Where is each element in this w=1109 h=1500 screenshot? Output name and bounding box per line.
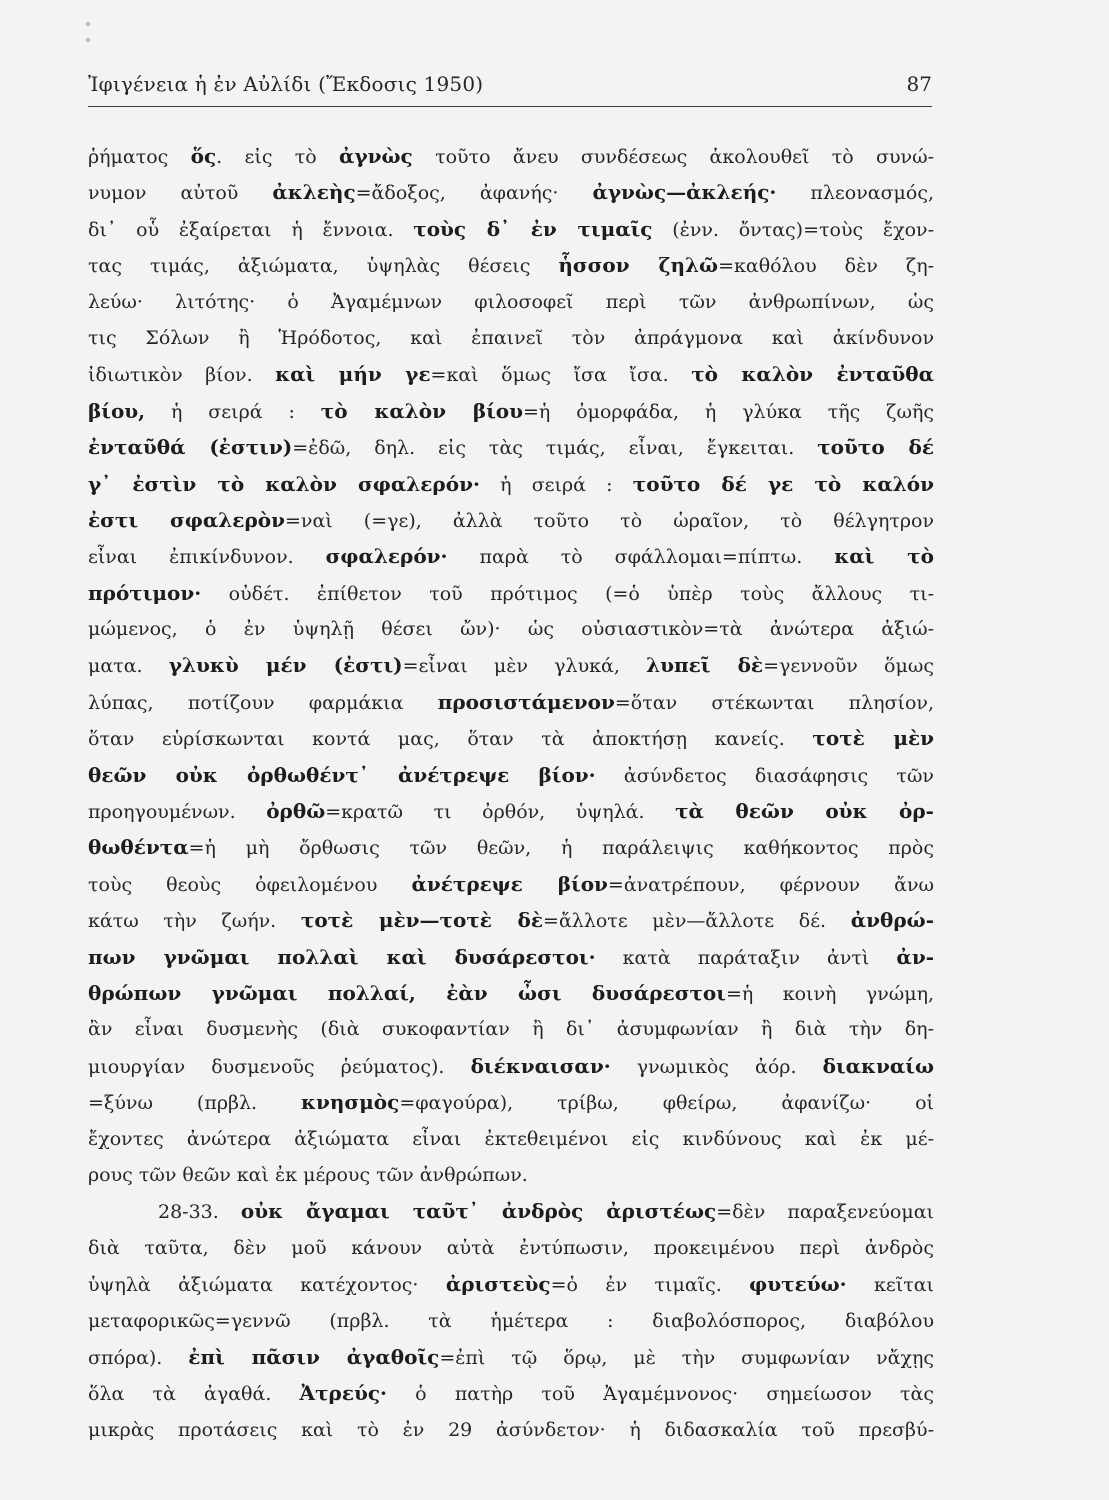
gloss-text: ρους τῶν θεῶν καὶ ἐκ μέρους τῶν ἀνθρώπων. xyxy=(88,1163,528,1186)
gloss-text: εἶναι ἐπικίνδυνον. xyxy=(88,546,326,569)
lemma-term: τὰ θεῶν οὐκ ὀρ- xyxy=(675,799,934,824)
lemma-term: οὐκ ἄγαμαι ταῦτ᾽ ἀνδρὸς ἀριστέως xyxy=(240,1199,717,1224)
gloss-text: ἂν εἶναι δυσμενὴς (διὰ συκοφαντίαν ἢ δι᾽ ἀσυμφωνίαν ἢ διὰ τὴν δη- xyxy=(88,1018,934,1041)
text-line xyxy=(88,1048,934,1084)
gloss-text: =δὲν παραξενεύομαι xyxy=(716,1201,934,1224)
lemma-term: ἀνέτρεψε βίον xyxy=(411,871,608,896)
gloss-text: =κρατῶ τι ὀρθόν, ὑψηλά. xyxy=(325,801,676,824)
text-line xyxy=(88,429,934,465)
lemma-term: διέκναισαν· xyxy=(470,1053,611,1078)
text-line xyxy=(88,684,934,720)
gloss-text: =ἄλλοτε μὲν—ἄλλοτε δέ. xyxy=(543,910,851,933)
gloss-text: μιουργίαν δυσμενοῦς ῥεύματος). xyxy=(88,1055,471,1078)
lemma-term: ἐνταῦθά (ἐστιν) xyxy=(88,435,293,460)
text-line xyxy=(88,720,934,756)
text-line xyxy=(88,356,934,392)
text-line xyxy=(88,1303,934,1339)
gloss-text: =ὅταν στέκωνται πλησίον, xyxy=(614,691,934,714)
lemma-term: ἀκλεὴς xyxy=(272,180,356,205)
gloss-text: ὑψηλὰ ἀξιώματα κατέχοντος· xyxy=(88,1274,446,1297)
page-number: 87 xyxy=(906,72,932,96)
scan-speck xyxy=(86,22,90,26)
lemma-term: κνησμὸς xyxy=(301,1090,400,1115)
text-line xyxy=(88,393,934,429)
gloss-text: ὅλα τὰ ἀγαθά. xyxy=(88,1383,300,1406)
lemma-term: τὸ καλὸν βίου xyxy=(320,398,523,423)
gloss-text: δι᾽ οὗ ἐξαίρεται ἡ ἔννοια. xyxy=(88,218,414,241)
gloss-text: ἰδιωτικὸν βίον. xyxy=(88,364,276,387)
text-line xyxy=(88,466,934,502)
text-line xyxy=(88,575,934,611)
text-line xyxy=(88,211,934,247)
gloss-text: =ἡ ὀμορφάδα, ἡ γλύκα τῆς ζωῆς xyxy=(523,400,934,423)
gloss-text: 28-33. xyxy=(158,1201,241,1224)
gloss-text: =καὶ ὅμως ἴσα ἴσα. xyxy=(430,364,692,387)
gloss-text: ἔχοντες ἀνώτερα ἀξιώματα εἶναι ἐκτεθειμένοι εἰς κινδύνους καὶ ἐκ μέ- xyxy=(88,1127,934,1150)
gloss-text: λεύω· λιτότης· ὁ Ἀγαμέμνων φιλοσοφεῖ περὶ τῶν ἀνθρωπίνων, ὡς xyxy=(88,290,934,313)
text-line xyxy=(88,138,934,174)
lemma-term: πρότιμον· xyxy=(88,580,202,605)
gloss-text: =ἡ μὴ ὄρθωσις τῶν θεῶν, ἡ παράλειψις καθήκοντος πρὸς xyxy=(188,837,934,860)
lemma-term: πων γνῶμαι πολλαὶ καὶ δυσάρεστοι· xyxy=(88,944,596,969)
text-line xyxy=(88,502,934,538)
lemma-term: τοῦτο δέ xyxy=(817,435,934,460)
lemma-term: ἐπὶ πᾶσιν ἀγαθοῖς xyxy=(188,1344,440,1369)
gloss-text: =ἡ κοινὴ γνώμη, xyxy=(725,982,934,1005)
gloss-text: λύπας, ποτίζουν φαρμάκια xyxy=(88,691,438,714)
gloss-text: =ναὶ (=γε), ἀλλὰ τοῦτο τὸ ὡραῖον, τὸ θέλγητρον xyxy=(284,509,934,532)
lemma-term: τοὺς δ᾽ ἐν τιμαῖς xyxy=(413,216,653,241)
lemma-term: ὀρθῶ xyxy=(266,799,326,824)
lemma-term: ἐστι σφαλερὸν xyxy=(88,507,285,532)
header-title: Ἰφιγένεια ἡ ἐν Αὐλίδι (Ἔκδοσις 1950) xyxy=(88,72,484,96)
gloss-text: =καθόλου δὲν ζη- xyxy=(718,255,934,278)
lemma-term: ἀν- xyxy=(896,944,934,969)
gloss-text: προηγουμένων. xyxy=(88,801,267,824)
lemma-term: τοῦτο δέ γε τὸ καλόν xyxy=(632,471,934,496)
text-line xyxy=(88,1339,934,1375)
lemma-term: τοτὲ μὲν xyxy=(812,726,934,751)
gloss-text: ἡ σειρά : xyxy=(145,400,321,423)
gloss-text: μώμενος, ὁ ἐν ὑψηλῇ θέσει ὤν)· ὡς οὐσιαστικὸν=τὰ ἀνώτερα ἀξιώ- xyxy=(88,618,934,641)
lemma-term: γ᾽ ἐστὶν τὸ καλὸν σφαλερόν· xyxy=(88,471,480,496)
lemma-term: ἀγνὼς xyxy=(339,144,413,168)
lemma-term: θρώπων γνῶμαι πολλαί, ἐὰν ὦσι δυσάρεστοι xyxy=(88,980,726,1005)
text-line xyxy=(88,1084,934,1120)
text-line xyxy=(88,247,934,283)
gloss-text: (ἐνν. ὄντας)=τοὺς ἔχον- xyxy=(652,218,934,241)
text-line xyxy=(88,174,934,210)
lemma-term: ἀνθρώ- xyxy=(850,908,934,933)
commentary-body xyxy=(88,138,934,1448)
text-line xyxy=(88,284,934,320)
lemma-term: προσιστάμενον xyxy=(437,689,615,714)
text-line xyxy=(88,866,934,902)
gloss-text: σπόρα). xyxy=(88,1346,189,1369)
lemma-term: σφαλερόν· xyxy=(325,544,448,569)
gloss-text: =ἀνατρέπουν, φέρνουν ἄνω xyxy=(607,873,934,896)
gloss-text: ὅταν εὑρίσκωνται κοντά μας, ὅταν τὰ ἀποκτήσῃ κανείς. xyxy=(88,728,813,751)
text-line xyxy=(88,538,934,574)
lemma-term: ἀγνὼς—ἀκλεής· xyxy=(592,180,777,205)
text-line xyxy=(88,1375,934,1411)
text-line xyxy=(88,902,934,938)
gloss-text: μεταφορικῶς=γεννῶ (πρβλ. τὰ ἡμέτερα : διαβολόσπορος, διαβόλου xyxy=(88,1309,934,1332)
gloss-text: τοῦτο ἄνευ συνδέσεως ἀκολουθεῖ τὸ συνώ- xyxy=(412,146,934,168)
gloss-text: διὰ ταῦτα, δὲν μοῦ κάνουν αὐτὰ ἐντύπωσιν, προκειμένου περὶ ἀνδρὸς xyxy=(88,1236,934,1259)
text-line xyxy=(88,1011,934,1047)
gloss-text: νυμον αὐτοῦ xyxy=(88,182,273,205)
gloss-text: =εἶναι μὲν γλυκά, xyxy=(402,655,647,678)
gloss-text: πλεονασμός, xyxy=(776,182,934,205)
gloss-text: =ἄδοξος, ἀφανής· xyxy=(355,182,593,205)
text-line xyxy=(88,757,934,793)
text-line xyxy=(88,1157,934,1193)
text-line xyxy=(88,1230,934,1266)
gloss-text: τας τιμάς, ἀξιώματα, ὑψηλὰς θέσεις xyxy=(88,255,559,278)
text-line xyxy=(88,647,934,683)
lemma-term: θωθέντα xyxy=(88,835,189,860)
text-line xyxy=(88,1121,934,1157)
lemma-term: γλυκὺ μέν (ἐστι) xyxy=(168,653,403,678)
lemma-term: ἀριστεὺς xyxy=(445,1272,551,1297)
lemma-term: διακναίω xyxy=(822,1053,934,1078)
lemma-term: καὶ μήν γε xyxy=(275,362,431,387)
gloss-text: =ξύνω (πρβλ. xyxy=(88,1092,301,1115)
text-line xyxy=(88,939,934,975)
text-line xyxy=(88,793,934,829)
gloss-text: τοὺς θεοὺς ὀφειλομένου xyxy=(88,873,412,896)
gloss-text: κεῖται xyxy=(846,1274,934,1297)
lemma-term: Ἀτρεύς· xyxy=(299,1381,387,1406)
text-line xyxy=(88,611,934,647)
gloss-text: =φαγούρα), τρίβω, φθείρω, ἀφανίζω· οἱ xyxy=(399,1092,934,1115)
text-line xyxy=(88,975,934,1011)
lemma-term: βίου, xyxy=(88,398,146,423)
lemma-term: τὸ καλὸν ἐνταῦθα xyxy=(691,362,934,387)
gloss-text: ἀσύνδετος διασάφησις τῶν xyxy=(595,764,934,787)
gloss-text: παρὰ τὸ σφάλλομαι=πίπτω. xyxy=(447,546,835,569)
gloss-text: =ἐπὶ τῷ ὅρῳ, μὲ τὴν συμφωνίαν νἄχῃς xyxy=(439,1346,934,1369)
header-rule xyxy=(88,106,932,107)
text-line xyxy=(88,829,934,865)
gloss-text: κάτω τὴν ζωήν. xyxy=(88,910,301,933)
scan-speck xyxy=(86,38,90,42)
gloss-text: οὐδέτ. ἐπίθετον τοῦ πρότιμος (=ὁ ὑπὲρ τοὺς ἄλλους τι- xyxy=(201,582,934,605)
text-line xyxy=(88,1266,934,1302)
gloss-text: ῥήματος xyxy=(88,146,191,168)
lemma-term: καὶ τὸ xyxy=(834,544,934,569)
lemma-term: φυτεύω· xyxy=(749,1272,847,1297)
lemma-term: λυπεῖ δὲ xyxy=(646,653,764,678)
gloss-text: γνωμικὸς ἀόρ. xyxy=(610,1055,823,1078)
gloss-text: . εἰς τὸ xyxy=(216,146,340,168)
gloss-text: μικρὰς προτάσεις καὶ τὸ ἐν 29 ἀσύνδετον· ἡ διδασκαλία τοῦ πρεσβύ- xyxy=(88,1418,934,1441)
gloss-text: ὁ πατὴρ τοῦ Ἀγαμέμνονος· σημείωσον τὰς xyxy=(387,1383,934,1406)
lemma-term: τοτὲ μὲν—τοτὲ δὲ xyxy=(300,908,544,933)
gloss-text: =ὁ ἐν τιμαῖς. xyxy=(550,1274,750,1297)
lemma-term: θεῶν οὐκ ὀρθωθέντ᾽ ἀνέτρεψε βίον· xyxy=(88,762,596,787)
gloss-text: τις Σόλων ἢ Ἡρόδοτος, καὶ ἐπαινεῖ τὸν ἀπράγμονα καὶ ἀκίνδυνον xyxy=(88,326,934,349)
gloss-text: =γεννοῦν ὅμως xyxy=(763,655,934,678)
gloss-text: ἡ σειρά : xyxy=(479,473,633,496)
gloss-text: =ἐδῶ, δηλ. εἰς τὰς τιμάς, εἶναι, ἔγκειται. xyxy=(292,437,818,460)
text-line xyxy=(88,1412,934,1448)
lemma-term: ὅς xyxy=(190,144,217,168)
running-header xyxy=(88,72,932,106)
text-line xyxy=(88,1193,934,1229)
lemma-term: ἧσσον ζηλῶ xyxy=(558,253,719,278)
gloss-text: κατὰ παράταξιν ἀντὶ xyxy=(595,946,897,969)
text-line xyxy=(88,320,934,356)
gloss-text: ματα. xyxy=(88,655,169,678)
